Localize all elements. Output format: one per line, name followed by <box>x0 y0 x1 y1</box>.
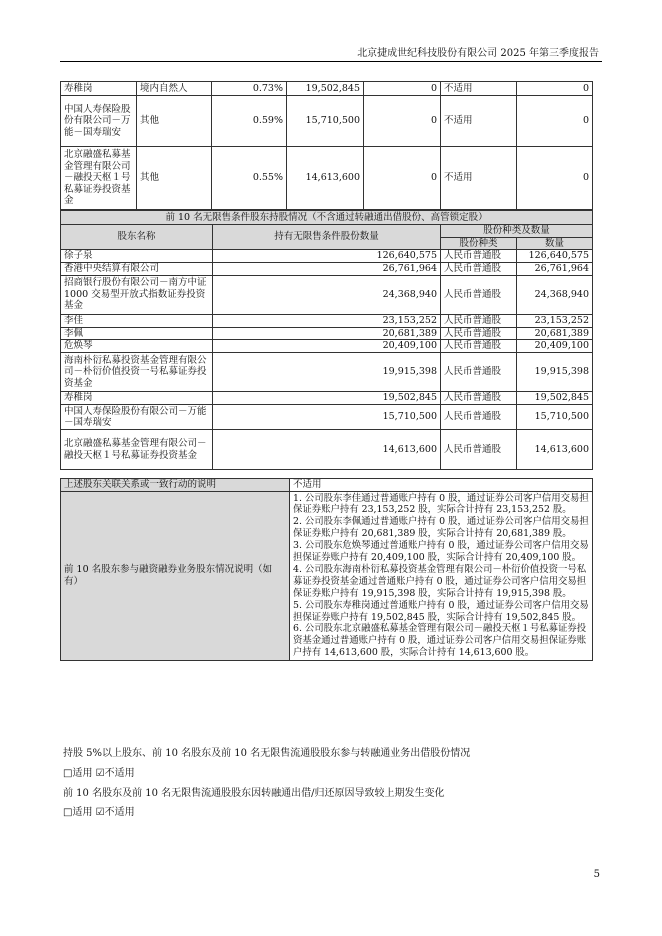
share-qty: 20,681,389 <box>517 327 593 340</box>
holding-shares: 15,710,500 <box>287 96 364 147</box>
share-qty: 14,613,600 <box>517 430 593 470</box>
share-qty: 15,710,500 <box>517 405 593 430</box>
pledge-status: 不适用 <box>441 96 517 147</box>
related-value: 不适用 <box>290 479 593 492</box>
header-divider <box>60 61 602 62</box>
table-row <box>61 96 593 147</box>
holding-pct: 0.73% <box>212 82 287 96</box>
lending-checkbox: □适用 ☑不适用 <box>63 768 135 779</box>
table-row <box>61 82 593 96</box>
share-qty: 24,368,940 <box>517 275 593 314</box>
holder-type: 境内自然人 <box>137 82 212 96</box>
col-holder-name: 股东名称 <box>61 225 213 250</box>
share-qty: 23,153,252 <box>517 314 593 327</box>
pledge-status: 不适用 <box>441 147 517 210</box>
table-row <box>61 340 593 353</box>
unrestricted-qty: 24,368,940 <box>213 275 441 314</box>
section-title: 前 10 名无限售条件股东持股情况（不含通过转融通出借股份、高管锁定股） <box>61 211 593 225</box>
restricted-shares: 0 <box>364 96 441 147</box>
share-qty: 20,409,100 <box>517 340 593 353</box>
related-label: 上述股东关联关系或一致行动的说明 <box>61 479 290 492</box>
holder-name: 李佳 <box>61 314 213 327</box>
restricted-shares: 0 <box>364 147 441 210</box>
margin-label: 前 10 名股东参与融资融券业务股东情况说明（如有） <box>61 491 290 661</box>
table-row <box>61 262 593 275</box>
table-row <box>61 314 593 327</box>
holder-name: 北京融盛私募基金管理有限公司－融投天枢１号私募证券投资基金 <box>61 147 137 210</box>
related-row <box>61 479 593 492</box>
share-type: 人民币普通股 <box>441 250 517 263</box>
margin-note-line: 5. 公司股东寿稚岗通过普通账户持有 0 股，通过证券公司客户信用交易担保证券账户持有 19,502,845 股，实际合计持有 19,502,845 股。 <box>293 599 589 623</box>
holder-name: 北京融盛私募基金管理有限公司－融投天枢１号私募证券投资基金 <box>61 430 213 470</box>
unrestricted-qty: 20,681,389 <box>213 327 441 340</box>
notes-table <box>60 478 593 661</box>
share-type: 人民币普通股 <box>441 392 517 405</box>
share-qty: 19,502,845 <box>517 392 593 405</box>
table-row <box>61 392 593 405</box>
col-unrestricted-qty: 持有无限售条件股份数量 <box>213 225 441 250</box>
header-row <box>61 225 593 238</box>
col-share-kind: 股份种类及数量 <box>441 225 593 238</box>
holding-pct: 0.59% <box>212 96 287 147</box>
pledge-status: 不适用 <box>441 82 517 96</box>
col-share-qty: 数量 <box>517 237 593 250</box>
share-type: 人民币普通股 <box>441 340 517 353</box>
holder-name: 海南朴衍私募投资基金管理有限公司－朴衍价值投资一号私募证券投资基金 <box>61 353 213 392</box>
table-row <box>61 430 593 470</box>
table-row <box>61 147 593 210</box>
unrestricted-qty: 19,502,845 <box>213 392 441 405</box>
unrestricted-qty: 23,153,252 <box>213 314 441 327</box>
margin-row <box>61 491 593 661</box>
page-number: 5 <box>593 869 600 880</box>
unrestricted-qty: 15,710,500 <box>213 405 441 430</box>
holder-name: 徐子泉 <box>61 250 213 263</box>
holder-name: 危焕琴 <box>61 340 213 353</box>
margin-note-line: 6. 公司股东北京融盛私募基金管理有限公司－融投天枢１号私募证券投资基金通过普通账户持有 0 股，通过证券公司客户信用交易担保证券账户持有 14,613,600 股，实际合计持有 14,613,600 股。 <box>293 623 587 659</box>
holder-type: 其他 <box>137 96 212 147</box>
top-holders-table <box>60 81 593 210</box>
share-type: 人民币普通股 <box>441 430 517 470</box>
holder-name: 寿稚岗 <box>61 392 213 405</box>
holder-type: 其他 <box>137 147 212 210</box>
unrestricted-qty: 26,761,964 <box>213 262 441 275</box>
col-share-type: 股份种类 <box>441 237 517 250</box>
holder-name: 香港中央结算有限公司 <box>61 262 213 275</box>
holding-shares: 19,502,845 <box>287 82 364 96</box>
restricted-shares: 0 <box>364 82 441 96</box>
section-title-row <box>61 211 593 225</box>
margin-note-line: 2. 公司股东李佩通过普通账户持有 0 股，通过证券公司客户信用交易担保证券账户持有 20,681,389 股，实际合计持有 20,681,389 股。 <box>293 516 589 540</box>
unrestricted-qty: 20,409,100 <box>213 340 441 353</box>
table-row <box>61 405 593 430</box>
report-header: 北京捷成世纪科技股份有限公司 2025 年第三季度报告 <box>357 48 599 59</box>
share-type: 人民币普通股 <box>441 314 517 327</box>
holder-name: 中国人寿保险股份有限公司－万能－国寿瑞安 <box>61 405 213 430</box>
lending-heading: 持股 5%以上股东、前 10 名股东及前 10 名无限售流通股股东参与转融通业务出借股份情况 <box>63 748 471 759</box>
share-qty: 19,915,398 <box>517 353 593 392</box>
change-heading: 前 10 名股东及前 10 名无限售流通股股东因转融通出借/归还原因导致较上期发生变化 <box>63 788 445 799</box>
unrestricted-qty: 14,613,600 <box>213 430 441 470</box>
change-checkbox: □适用 ☑不适用 <box>63 807 135 818</box>
pledge-qty: 0 <box>517 96 593 147</box>
share-type: 人民币普通股 <box>441 353 517 392</box>
table-row <box>61 353 593 392</box>
unrestricted-qty: 126,640,575 <box>213 250 441 263</box>
holder-name: 中国人寿保险股份有限公司－万能－国寿瑞安 <box>61 96 137 147</box>
table-row <box>61 327 593 340</box>
margin-note-line: 4. 公司股东海南朴衍私募投资基金管理有限公司－朴衍价值投资一号私募证券投资基金通过普通账户持有 0 股，通过证券公司客户信用交易担保证券账户持有 19,915,398 股，实际合计持有 19,915,398 股。 <box>293 563 587 599</box>
share-qty: 26,761,964 <box>517 262 593 275</box>
table-row <box>61 250 593 263</box>
holding-pct: 0.55% <box>212 147 287 210</box>
share-type: 人民币普通股 <box>441 327 517 340</box>
pledge-qty: 0 <box>517 82 593 96</box>
holder-name: 李佩 <box>61 327 213 340</box>
share-type: 人民币普通股 <box>441 275 517 314</box>
holder-name: 寿稚岗 <box>61 82 137 96</box>
margin-note-line: 3. 公司股东危焕琴通过普通账户持有 0 股，通过证券公司客户信用交易担保证券账户持有 20,409,100 股，实际合计持有 20,409,100 股。 <box>293 540 589 564</box>
holding-shares: 14,613,600 <box>287 147 364 210</box>
unrestricted-qty: 19,915,398 <box>213 353 441 392</box>
share-type: 人民币普通股 <box>441 405 517 430</box>
share-type: 人民币普通股 <box>441 262 517 275</box>
margin-notes <box>290 491 593 661</box>
holder-name: 招商银行股份有限公司－南方中证 1000 交易型开放式指数证券投资基金 <box>61 275 213 314</box>
table-row <box>61 275 593 314</box>
margin-note-line: 1. 公司股东李佳通过普通账户持有 0 股，通过证券公司客户信用交易担保证券账户持有 23,153,252 股，实际合计持有 23,153,252 股。 <box>293 492 589 516</box>
pledge-qty: 0 <box>517 147 593 210</box>
unrestricted-holders-table <box>60 210 593 470</box>
share-qty: 126,640,575 <box>517 250 593 263</box>
